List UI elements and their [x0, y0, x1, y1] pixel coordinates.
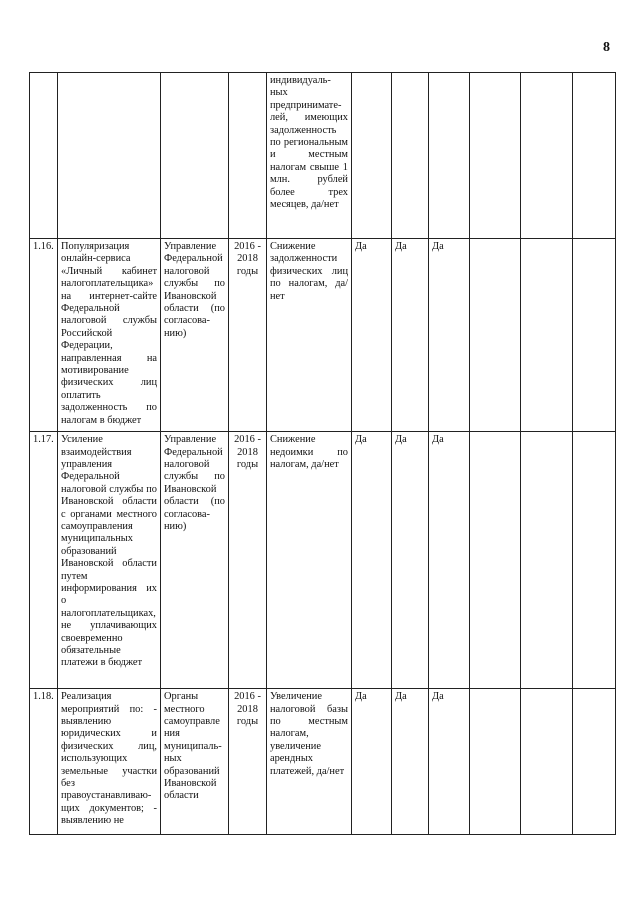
table-row — [30, 689, 616, 835]
table-row — [30, 432, 616, 689]
value-2018-cell: Да — [429, 432, 470, 689]
executor-cell: Органы местного самоуправле ния муниципаль-ных образований Ивановской области — [161, 689, 229, 835]
value-2018-cell — [429, 73, 470, 239]
empty-cell — [470, 432, 521, 689]
value-2016-cell: Да — [352, 239, 392, 432]
indicator-cell: Увеличение налоговой базы по местным налогам, увеличение арендных платежей, да/нет — [267, 689, 352, 835]
empty-cell — [573, 239, 616, 432]
measure-cell: Популяризация онлайн-сервиса «Личный кабинет налогоплательщика» на интернет-сайте Федеральной налоговой службы Российской Федерации, направленная на мотивирование физических лиц оплатить задолженность по налогам в бюджет — [58, 239, 161, 432]
value-2017-cell — [392, 73, 429, 239]
executor-cell: Управление Федеральной налоговой службы по Ивановской области (по согласова-нию) — [161, 432, 229, 689]
empty-cell — [470, 239, 521, 432]
empty-cell — [573, 689, 616, 835]
empty-cell — [470, 73, 521, 239]
term-cell — [229, 73, 267, 239]
value-2016-cell: Да — [352, 432, 392, 689]
value-2016-cell: Да — [352, 689, 392, 835]
term-cell: 2016 - 2018 годы — [229, 689, 267, 835]
value-2018-cell: Да — [429, 239, 470, 432]
value-2017-cell: Да — [392, 689, 429, 835]
measure-cell — [58, 73, 161, 239]
empty-cell — [470, 689, 521, 835]
term-cell: 2016 - 2018 годы — [229, 239, 267, 432]
measure-cell: Реализация мероприятий по: - выявлению юридических и физических лиц, использующих земельные участки без правоустанавливаю-щих документов; - выявлению не — [58, 689, 161, 835]
executor-cell — [161, 73, 229, 239]
row-number: 1.16. — [30, 239, 58, 432]
term-cell: 2016 - 2018 годы — [229, 432, 267, 689]
indicator-cell: индивидуаль-ных предпринимате-лей, имеющих задолженность по региональным и местным налогам свыше 1 млн. рублей более трех месяцев, да/нет — [267, 73, 352, 239]
indicator-cell: Снижение задолженности физических лиц по налогам, да/нет — [267, 239, 352, 432]
empty-cell — [521, 432, 573, 689]
empty-cell — [573, 432, 616, 689]
measures-table — [29, 72, 616, 835]
empty-cell — [521, 239, 573, 432]
row-number — [30, 73, 58, 239]
page-number: 8 — [603, 40, 610, 55]
empty-cell — [573, 73, 616, 239]
value-2017-cell: Да — [392, 432, 429, 689]
value-2018-cell: Да — [429, 689, 470, 835]
table-row — [30, 239, 616, 432]
empty-cell — [521, 73, 573, 239]
measure-cell: Усиление взаимодействия управления Федеральной налоговой службы по Ивановской области с органами местного самоуправления муниципальных образований Ивановской области путем информирования их о налогоплательщиках, не уплачивающих своевременно обязательные платежи в бюджет — [58, 432, 161, 689]
indicator-cell: Снижение недоимки по налогам, да/нет — [267, 432, 352, 689]
executor-cell: Управление Федеральной налоговой службы по Ивановской области (по согласова-нию) — [161, 239, 229, 432]
row-number: 1.18. — [30, 689, 58, 835]
value-2016-cell — [352, 73, 392, 239]
row-number: 1.17. — [30, 432, 58, 689]
value-2017-cell: Да — [392, 239, 429, 432]
empty-cell — [521, 689, 573, 835]
table-row — [30, 73, 616, 239]
